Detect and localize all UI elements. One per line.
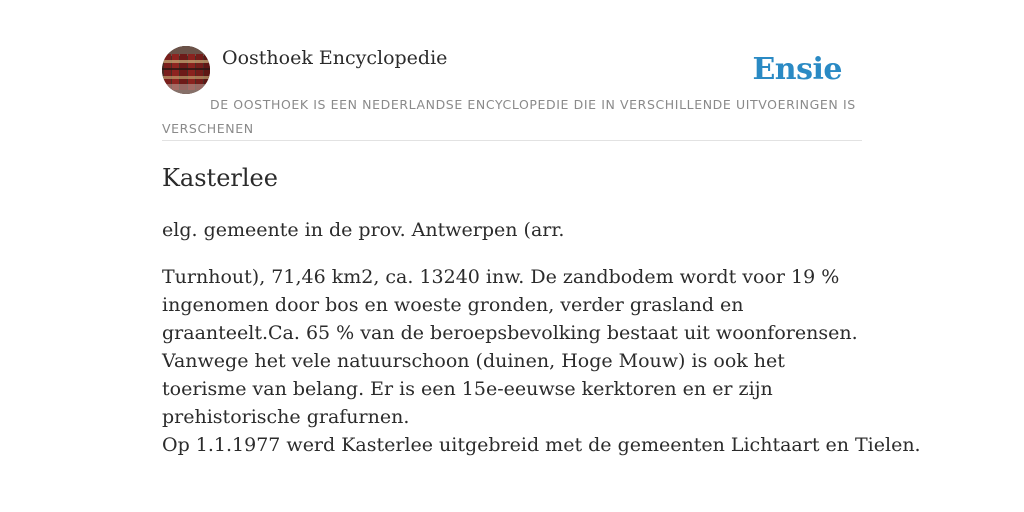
encyclopedia-books-icon xyxy=(162,46,210,94)
source-header xyxy=(162,46,862,141)
article-paragraph: elg. gemeente in de prov. Antwerpen (arr. xyxy=(162,219,565,241)
article-paragraph: Turnhout), 71,46 km2, ca. 13240 inw. De zandbodem wordt voor 19 % ingenomen door bos en woeste gronden, verder grasland en graanteelt.Ca. 65 % van de beroepsbevolking bestaat uit woonforensen. Vanwege het vele natuurschoon (duinen, Hoge Mouw) is ook het toerisme van belang. Er is een 15e-eeuwse kerktoren en er zijn prehistorische grafurnen. xyxy=(162,266,858,428)
article-title: Kasterlee xyxy=(162,164,278,192)
article-paragraph: Op 1.1.1977 werd Kasterlee uitgebreid met de gemeenten Lichtaart en Tielen. xyxy=(162,434,921,456)
source-name[interactable]: Oosthoek Encyclopedie xyxy=(222,47,448,69)
source-avatar[interactable] xyxy=(162,46,210,94)
ensie-logo[interactable]: Ensie xyxy=(752,52,842,87)
source-tagline: DE OOSTHOEK IS EEN NEDERLANDSE ENCYCLOPEDIE DIE IN VERSCHILLENDE UITVOERINGEN IS VERSCHENEN xyxy=(162,97,856,136)
